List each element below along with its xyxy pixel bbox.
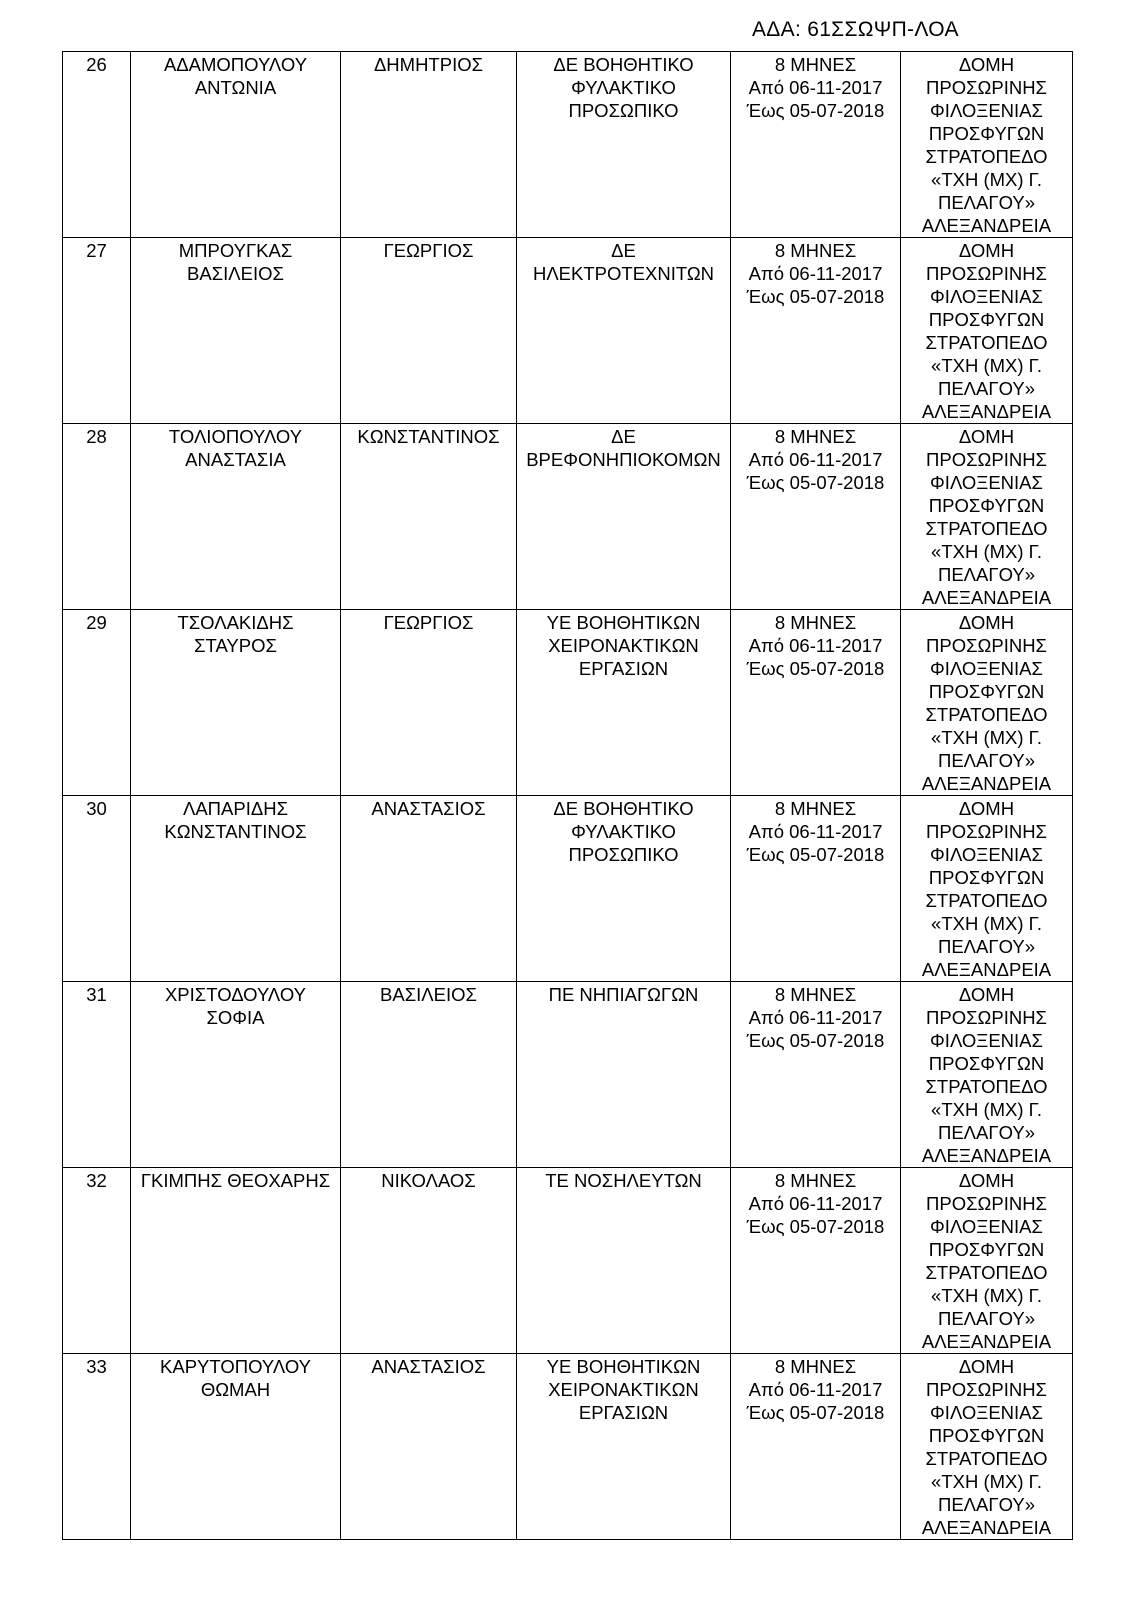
row-number: 30 bbox=[63, 796, 131, 982]
specialty: ΔΕ ΗΛΕΚΤΡΟΤΕΧΝΙΤΩΝ bbox=[517, 238, 731, 424]
work-location: ΔΟΜΗ ΠΡΟΣΩΡΙΝΗΣ ΦΙΛΟΞΕΝΙΑΣ ΠΡΟΣΦΥΓΩΝ ΣΤΡΑΤΟΠΕΔΟ «ΤΧΗ (ΜΧ) Γ. ΠΕΛΑΓΟΥ» ΑΛΕΞΑΝΔΡΕΙΑ bbox=[901, 1354, 1073, 1540]
father-name: ΔΗΜΗΤΡΙΟΣ bbox=[341, 52, 517, 238]
contract-duration: 8 ΜΗΝΕΣ Από 06-11-2017 Έως 05-07-2018 bbox=[731, 610, 901, 796]
table-row bbox=[63, 982, 1073, 1168]
work-location: ΔΟΜΗ ΠΡΟΣΩΡΙΝΗΣ ΦΙΛΟΞΕΝΙΑΣ ΠΡΟΣΦΥΓΩΝ ΣΤΡΑΤΟΠΕΔΟ «ΤΧΗ (ΜΧ) Γ. ΠΕΛΑΓΟΥ» ΑΛΕΞΑΝΔΡΕΙΑ bbox=[901, 424, 1073, 610]
ada-code: ΑΔΑ: 61ΣΣΩΨΠ-ΛΟΑ bbox=[752, 18, 959, 41]
row-number: 33 bbox=[63, 1354, 131, 1540]
specialty: ΔΕ ΒΟΗΘΗΤΙΚΟ ΦΥΛΑΚΤΙΚΟ ΠΡΟΣΩΠΙΚΟ bbox=[517, 52, 731, 238]
specialty: ΠΕ ΝΗΠΙΑΓΩΓΩΝ bbox=[517, 982, 731, 1168]
employee-name: ΤΟΛΙΟΠΟΥΛΟΥ ΑΝΑΣΤΑΣΙΑ bbox=[131, 424, 341, 610]
contract-duration: 8 ΜΗΝΕΣ Από 06-11-2017 Έως 05-07-2018 bbox=[731, 1354, 901, 1540]
employee-name: ΜΠΡΟΥΓΚΑΣ ΒΑΣΙΛΕΙΟΣ bbox=[131, 238, 341, 424]
specialty: ΤΕ ΝΟΣΗΛΕΥΤΩΝ bbox=[517, 1168, 731, 1354]
table-row bbox=[63, 424, 1073, 610]
row-number: 26 bbox=[63, 52, 131, 238]
employee-name: ΑΔΑΜΟΠΟΥΛΟΥ ΑΝΤΩΝΙΑ bbox=[131, 52, 341, 238]
work-location: ΔΟΜΗ ΠΡΟΣΩΡΙΝΗΣ ΦΙΛΟΞΕΝΙΑΣ ΠΡΟΣΦΥΓΩΝ ΣΤΡΑΤΟΠΕΔΟ «ΤΧΗ (ΜΧ) Γ. ΠΕΛΑΓΟΥ» ΑΛΕΞΑΝΔΡΕΙΑ bbox=[901, 610, 1073, 796]
specialty: ΥΕ ΒΟΗΘΗΤΙΚΩΝ ΧΕΙΡΟΝΑΚΤΙΚΩΝ ΕΡΓΑΣΙΩΝ bbox=[517, 610, 731, 796]
contract-duration: 8 ΜΗΝΕΣ Από 06-11-2017 Έως 05-07-2018 bbox=[731, 238, 901, 424]
employee-name: ΧΡΙΣΤΟΔΟΥΛΟΥ ΣΟΦΙΑ bbox=[131, 982, 341, 1168]
contract-duration: 8 ΜΗΝΕΣ Από 06-11-2017 Έως 05-07-2018 bbox=[731, 424, 901, 610]
table-row bbox=[63, 238, 1073, 424]
contract-duration: 8 ΜΗΝΕΣ Από 06-11-2017 Έως 05-07-2018 bbox=[731, 982, 901, 1168]
father-name: ΓΕΩΡΓΙΟΣ bbox=[341, 238, 517, 424]
row-number: 27 bbox=[63, 238, 131, 424]
personnel-table bbox=[62, 51, 1073, 1540]
contract-duration: 8 ΜΗΝΕΣ Από 06-11-2017 Έως 05-07-2018 bbox=[731, 1168, 901, 1354]
father-name: ΓΕΩΡΓΙΟΣ bbox=[341, 610, 517, 796]
work-location: ΔΟΜΗ ΠΡΟΣΩΡΙΝΗΣ ΦΙΛΟΞΕΝΙΑΣ ΠΡΟΣΦΥΓΩΝ ΣΤΡΑΤΟΠΕΔΟ «ΤΧΗ (ΜΧ) Γ. ΠΕΛΑΓΟΥ» ΑΛΕΞΑΝΔΡΕΙΑ bbox=[901, 796, 1073, 982]
work-location: ΔΟΜΗ ΠΡΟΣΩΡΙΝΗΣ ΦΙΛΟΞΕΝΙΑΣ ΠΡΟΣΦΥΓΩΝ ΣΤΡΑΤΟΠΕΔΟ «ΤΧΗ (ΜΧ) Γ. ΠΕΛΑΓΟΥ» ΑΛΕΞΑΝΔΡΕΙΑ bbox=[901, 52, 1073, 238]
table-row bbox=[63, 1168, 1073, 1354]
work-location: ΔΟΜΗ ΠΡΟΣΩΡΙΝΗΣ ΦΙΛΟΞΕΝΙΑΣ ΠΡΟΣΦΥΓΩΝ ΣΤΡΑΤΟΠΕΔΟ «ΤΧΗ (ΜΧ) Γ. ΠΕΛΑΓΟΥ» ΑΛΕΞΑΝΔΡΕΙΑ bbox=[901, 1168, 1073, 1354]
work-location: ΔΟΜΗ ΠΡΟΣΩΡΙΝΗΣ ΦΙΛΟΞΕΝΙΑΣ ΠΡΟΣΦΥΓΩΝ ΣΤΡΑΤΟΠΕΔΟ «ΤΧΗ (ΜΧ) Γ. ΠΕΛΑΓΟΥ» ΑΛΕΞΑΝΔΡΕΙΑ bbox=[901, 238, 1073, 424]
employee-name: ΓΚΙΜΠΗΣ ΘΕΟΧΑΡΗΣ bbox=[131, 1168, 341, 1354]
father-name: ΒΑΣΙΛΕΙΟΣ bbox=[341, 982, 517, 1168]
table-row bbox=[63, 52, 1073, 238]
employee-name: ΛΑΠΑΡΙΔΗΣ ΚΩΝΣΤΑΝΤΙΝΟΣ bbox=[131, 796, 341, 982]
row-number: 31 bbox=[63, 982, 131, 1168]
row-number: 28 bbox=[63, 424, 131, 610]
father-name: ΝΙΚΟΛΑΟΣ bbox=[341, 1168, 517, 1354]
table-row bbox=[63, 796, 1073, 982]
table-row bbox=[63, 610, 1073, 796]
employee-name: ΤΣΟΛΑΚΙΔΗΣ ΣΤΑΥΡΟΣ bbox=[131, 610, 341, 796]
contract-duration: 8 ΜΗΝΕΣ Από 06-11-2017 Έως 05-07-2018 bbox=[731, 52, 901, 238]
specialty: ΔΕ ΒΟΗΘΗΤΙΚΟ ΦΥΛΑΚΤΙΚΟ ΠΡΟΣΩΠΙΚΟ bbox=[517, 796, 731, 982]
row-number: 29 bbox=[63, 610, 131, 796]
father-name: ΑΝΑΣΤΑΣΙΟΣ bbox=[341, 796, 517, 982]
specialty: ΔΕ ΒΡΕΦΟΝΗΠΙΟΚΟΜΩΝ bbox=[517, 424, 731, 610]
father-name: ΑΝΑΣΤΑΣΙΟΣ bbox=[341, 1354, 517, 1540]
row-number: 32 bbox=[63, 1168, 131, 1354]
table-row bbox=[63, 1354, 1073, 1540]
employee-name: ΚΑΡΥΤΟΠΟΥΛΟΥ ΘΩΜΑΗ bbox=[131, 1354, 341, 1540]
work-location: ΔΟΜΗ ΠΡΟΣΩΡΙΝΗΣ ΦΙΛΟΞΕΝΙΑΣ ΠΡΟΣΦΥΓΩΝ ΣΤΡΑΤΟΠΕΔΟ «ΤΧΗ (ΜΧ) Γ. ΠΕΛΑΓΟΥ» ΑΛΕΞΑΝΔΡΕΙΑ bbox=[901, 982, 1073, 1168]
father-name: ΚΩΝΣΤΑΝΤΙΝΟΣ bbox=[341, 424, 517, 610]
contract-duration: 8 ΜΗΝΕΣ Από 06-11-2017 Έως 05-07-2018 bbox=[731, 796, 901, 982]
specialty: ΥΕ ΒΟΗΘΗΤΙΚΩΝ ΧΕΙΡΟΝΑΚΤΙΚΩΝ ΕΡΓΑΣΙΩΝ bbox=[517, 1354, 731, 1540]
